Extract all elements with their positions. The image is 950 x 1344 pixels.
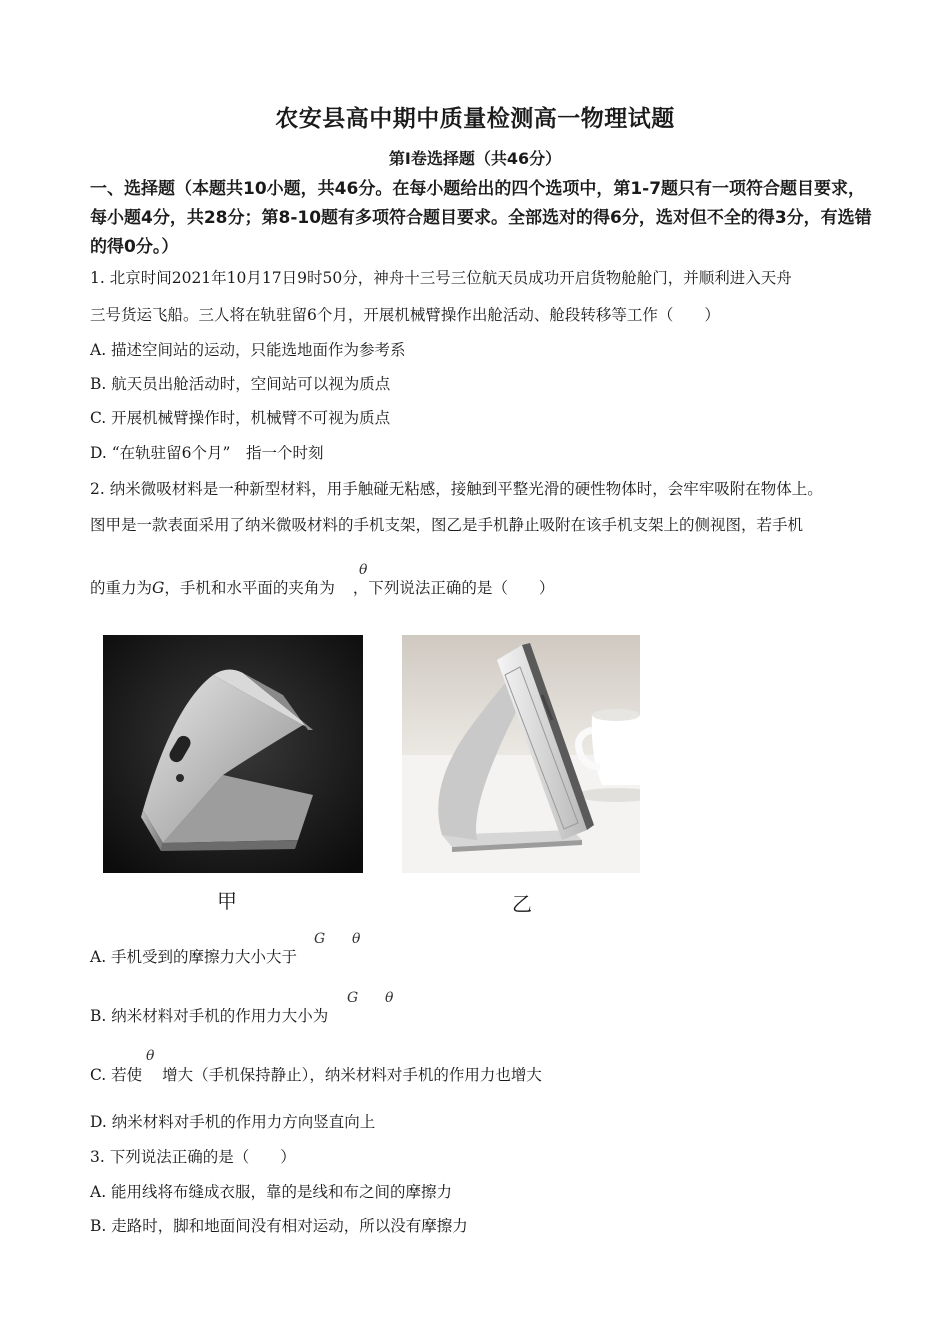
section-instructions: 一、选择题（本题共10小题，共46分。在每小题给出的四个选项中，第1-7题只有一项符合题目要求，每小题4分，共28分；第8-10题有多项符合题目要求。全部选对的得6分，选对但不全的得3分，有选错的得0分。） — [90, 179, 872, 257]
figure-yi-phone-on-stand — [402, 635, 640, 873]
q2-option-c-theta: θ — [146, 1048, 155, 1064]
q3-option-a: A. 能用线将布缝成衣服，靠的是线和布之间的摩擦力 — [90, 1183, 453, 1201]
q2-option-d: D. 纳米材料对手机的作用力方向竖直向上 — [90, 1113, 376, 1131]
gravity-symbol: G — [152, 579, 165, 597]
q2-option-a: A. 手机受到的摩擦力大小大于 — [90, 948, 298, 966]
q1-stem-line1: 1. 北京时间2021年10月17日9时50分，神舟十三号三位航天员成功开启货物舱舱门，并顺利进入天舟 — [90, 269, 792, 287]
q2-option-b-gravity: G — [347, 990, 359, 1006]
theta-symbol: θ — [359, 562, 368, 578]
q1-option-b: B. 航天员出舱活动时，空间站可以视为质点 — [90, 375, 391, 393]
q2-stem-line1: 2. 纳米微吸材料是一种新型材料，用手触碰无粘感，接触到平整光滑的硬性物体时，会牢牢吸附在物体上。 — [90, 480, 823, 498]
q2-stem-line3 — [90, 576, 554, 598]
q1-option-c: C. 开展机械臂操作时，机械臂不可视为质点 — [90, 409, 391, 427]
q2-option-c-b: 增大（手机保持静止），纳米材料对手机的作用力也增大 — [162, 1066, 542, 1084]
page-title: 农安县高中期中质量检测高一物理试题 — [275, 106, 675, 132]
q2-stem-line3-c: ，下列说法正确的是（ ） — [352, 579, 555, 597]
q3-stem: 3. 下列说法正确的是（ ） — [90, 1148, 296, 1166]
figure-caption-jia: 甲 — [217, 889, 237, 913]
q2-stem-line3-b: ，手机和水平面的夹角为 — [164, 579, 335, 597]
q2-stem-line2: 图甲是一款表面采用了纳米微吸材料的手机支架，图乙是手机静止吸附在该手机支架上的侧视图，若手机 — [90, 516, 804, 534]
figure-caption-yi: 乙 — [512, 892, 532, 916]
q3-option-b: B. 走路时，脚和地面间没有相对运动，所以没有摩擦力 — [90, 1217, 468, 1235]
section-subtitle: 第Ⅰ卷选择题（共46分） — [388, 149, 562, 168]
q2-option-c-a: C. 若使 — [90, 1066, 143, 1084]
q1-option-a: A. 描述空间站的运动，只能选地面作为参考系 — [90, 341, 406, 359]
q1-stem-line2: 三号货运飞船。三人将在轨驻留6个月，开展机械臂操作出舱活动、舱段转移等工作（ ） — [90, 306, 720, 324]
q2-option-b: B. 纳米材料对手机的作用力大小为 — [90, 1007, 329, 1025]
q2-option-a-gravity: G — [314, 931, 326, 947]
q1-option-d: D. “在轨驻留6个月” 指一个时刻 — [90, 444, 324, 462]
q2-stem-line3-a: 的重力为 — [90, 579, 153, 597]
q2-option-a-theta: θ — [352, 931, 361, 947]
figure-jia-phone-stand — [103, 635, 363, 873]
q2-option-b-theta: θ — [385, 990, 394, 1006]
q2-option-c — [90, 1063, 542, 1085]
